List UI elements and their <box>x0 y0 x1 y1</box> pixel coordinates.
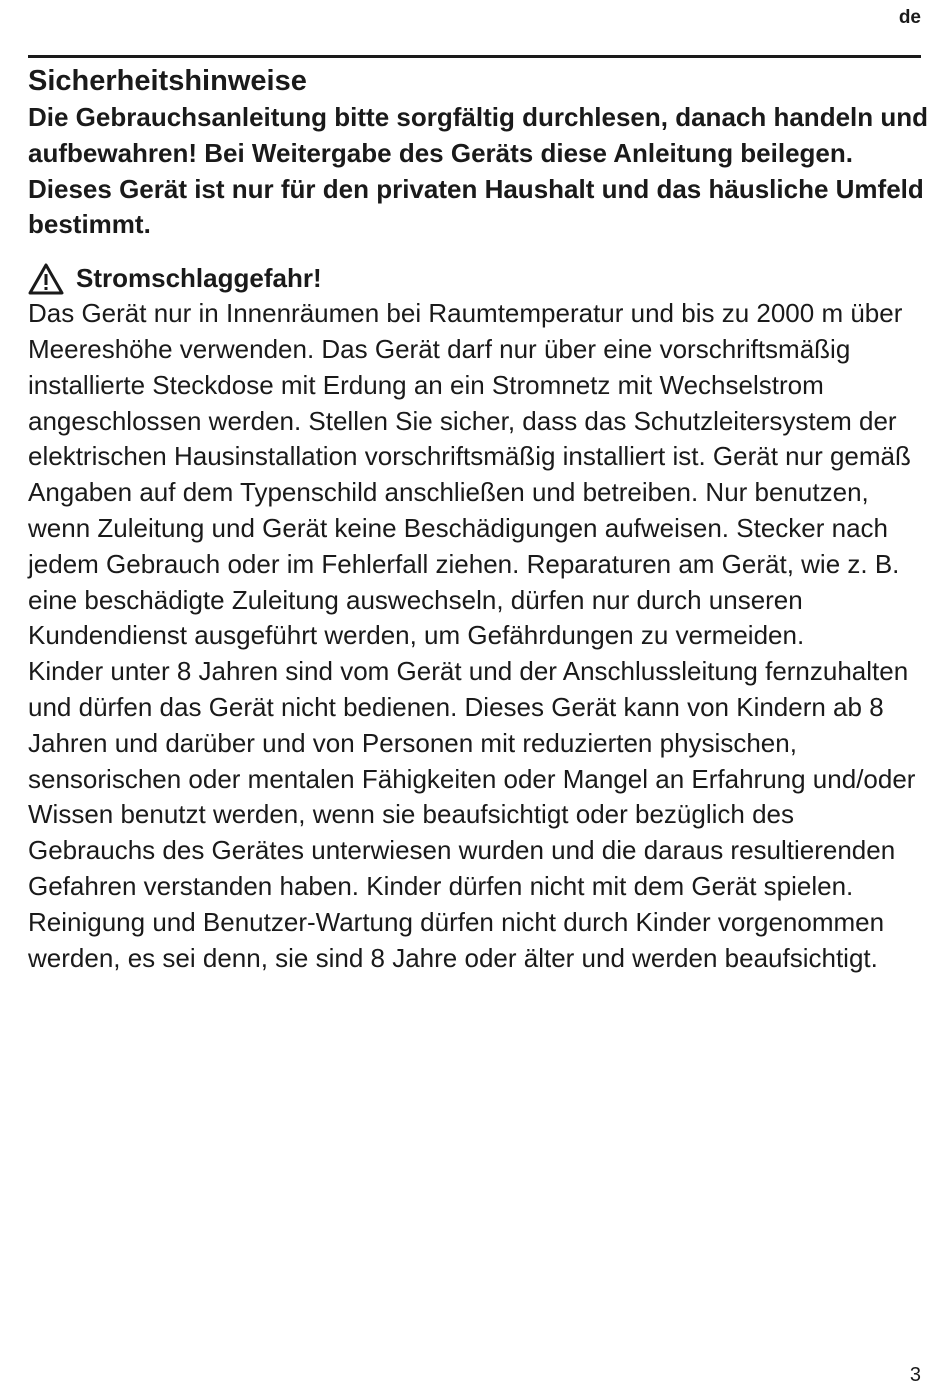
warning-heading <box>28 261 928 296</box>
intro-paragraph: Die Gebrauchsanleitung bitte sorgfältig durchlesen, danach handeln und aufbewahren! Bei Weitergabe des Geräts diese Anleitung beilegen. Dieses Gerät ist nur für den privaten Haushalt und das häusliche Umfeld bestimmt. <box>28 102 929 240</box>
header-divider <box>28 55 921 58</box>
page-number: 3 <box>909 1364 921 1386</box>
warning-title: Stromschlaggefahr! <box>76 263 322 294</box>
safety-paragraph-electrical: Das Gerät nur in Innenräumen bei Raumtemperatur und bis zu 2000 m über Meereshöhe verwenden. Das Gerät darf nur über eine vorschriftsmäßig installierte Steckdose mit Erdung an ein Stromnetz mit Wechselstrom angeschlossen werden. Stellen Sie sicher, dass das Schutzleitersystem der elektrischen Hausinstallation vorschriftsmäßig installiert ist. Gerät nur gemäß Angaben auf dem Typenschild anschließen und betreiben. Nur benutzen, wenn Zuleitung und Gerät keine Beschädigungen aufweisen. Stecker nach jedem Gebrauch oder im Fehlerfall ziehen. Reparaturen am Gerät, wie z. B. eine beschädigte Zuleitung auswechseln, dürfen nur durch unseren Kundendienst ausgeführt werden, um Gefährdungen zu vermeiden. <box>28 298 911 651</box>
document-body <box>28 62 928 976</box>
warning-triangle-icon <box>28 263 64 295</box>
language-code: de <box>898 7 921 28</box>
section-title: Sicherheitshinweise <box>28 65 307 97</box>
safety-paragraph-children: Kinder unter 8 Jahren sind vom Gerät und der Anschlussleitung fernzuhalten und dürfen das Gerät nicht bedienen. Dieses Gerät kann von Kindern ab 8 Jahren und darüber und von Personen mit reduzierten physischen, sensorischen oder mentalen Fähigkeiten oder Mangel an Erfahrung und/oder Wissen benutzt werden, wenn sie beaufsichtigt oder bezüglich des Gebrauchs des Gerätes unterwiesen wurden und die daraus resultierenden Gefahren verstanden haben. Kinder dürfen nicht mit dem Gerät spielen. Reinigung und Benutzer-Wartung dürfen nicht durch Kinder vorgenommen werden, es sei denn, sie sind 8 Jahre oder älter und werden beaufsichtigt. <box>28 656 916 973</box>
